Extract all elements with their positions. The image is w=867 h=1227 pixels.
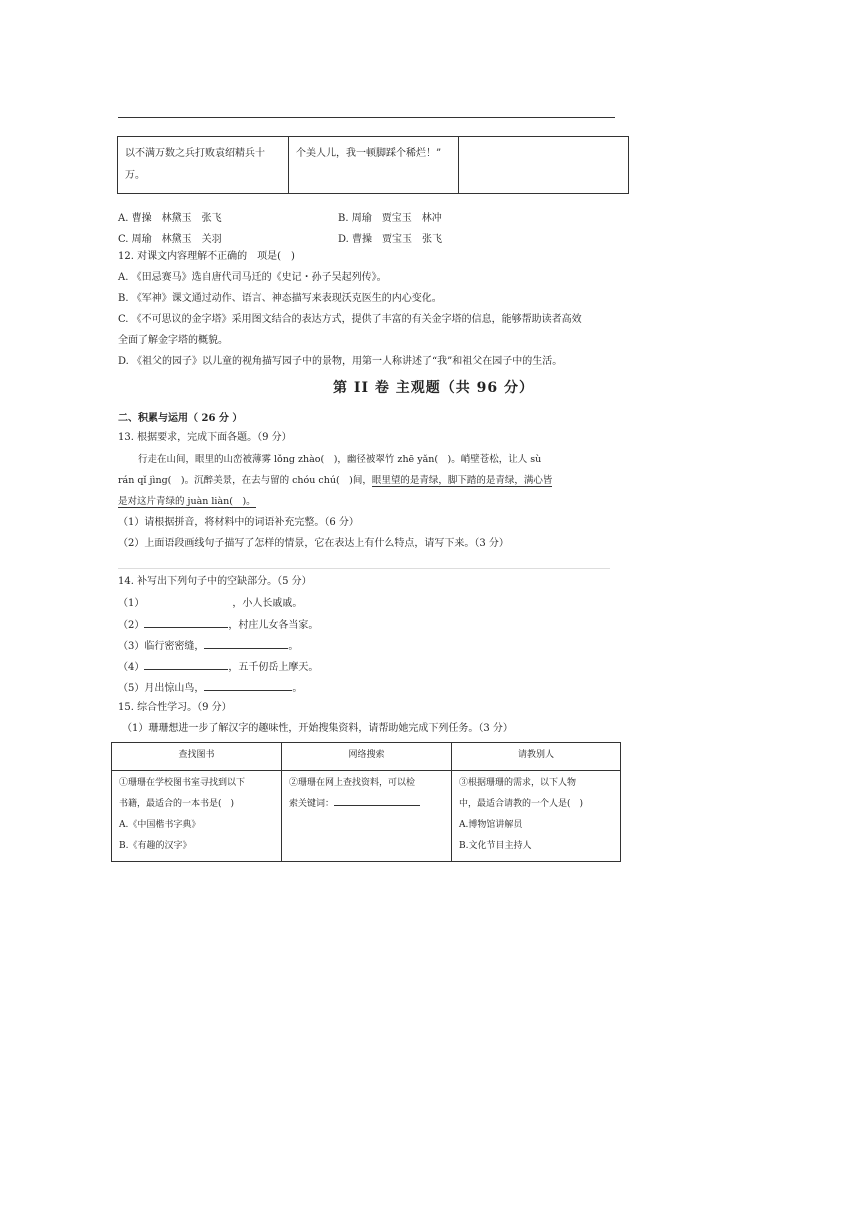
- q11-option-a: A. 曹操 林黛玉 张飞: [118, 213, 222, 224]
- cell-line: B.《有趣的汉字》: [119, 841, 192, 851]
- q15-sub1: （1）珊珊想进一步了解汉字的趣味性，开始搜集资料，请帮助她完成下列任务。（3 分）: [122, 723, 513, 734]
- table-cell-ask: [452, 771, 621, 862]
- q13-sub1: （1）请根据拼音，将材料中的词语补充完整。（6 分）: [118, 517, 359, 528]
- cell-line: 中，最适合请教的一个人是( ): [459, 799, 584, 809]
- table-cell: [459, 137, 629, 194]
- q12-option-b: B. 《军神》课文通过动作、语言、神态描写来表现沃克医生的内心变化。: [118, 293, 442, 304]
- item-text: （3）临行密密缝，: [118, 641, 205, 652]
- table-cell: 以不满万数之兵打败袁绍精兵十万。: [118, 137, 289, 194]
- underlined-sentence: 眼里望的是青绿，脚下踏的是青绿，满心皆: [371, 475, 553, 486]
- cell-line: ①珊珊在学校图书室寻找到以下: [119, 778, 246, 788]
- table-row: [118, 137, 629, 194]
- q11-option-b: B. 周瑜 贾宝玉 林冲: [338, 213, 442, 224]
- underlined-sentence-cont: 是对这片青绿的 juàn liàn( )。: [118, 496, 256, 507]
- q15-stem: 15. 综合性学习。（9 分）: [118, 702, 232, 713]
- table-cell-search: [282, 771, 452, 862]
- header-rule: [118, 117, 615, 118]
- cell-line: A.博物馆讲解员: [459, 820, 523, 830]
- q13-passage: [118, 449, 618, 512]
- item-text: ，小人长戚戚。: [232, 598, 303, 609]
- item-number: （1）: [118, 598, 145, 609]
- passage-line: [118, 470, 618, 491]
- cell-text: 索关键词：: [289, 799, 335, 809]
- q14-item-1: [118, 596, 302, 611]
- q13-sub2: （2）上面语段画线句子描写了怎样的情景，它在表达上有什么特点，请写下来。（3 分）: [118, 538, 509, 549]
- q14-item-2: [118, 617, 318, 633]
- cell-line: B.文化节目主持人: [459, 841, 532, 851]
- q13-stem: 13. 根据要求，完成下面各题。（9 分）: [118, 432, 292, 443]
- q12-option-a: A. 《田忌赛马》选自唐代司马迁的《史记・孙子吴起列传》。: [118, 272, 387, 283]
- q11-option-c: C. 周瑜 林黛玉 关羽: [118, 234, 222, 245]
- passage-line: 行走在山间，眼里的山峦被薄雾 lǒng zhào( )，幽径被翠竹 zhē yǎn( )。峭壁苍松，让人 sù: [138, 454, 542, 465]
- cell-line: ③根据珊珊的需求，以下人物: [459, 778, 577, 788]
- answer-blank: [144, 617, 228, 628]
- q12-stem: 12. 对课文内容理解不正确的 项是( ): [118, 251, 295, 262]
- answer-blank: [144, 596, 232, 606]
- q12-option-c-cont: 全面了解金字塔的概貌。: [118, 335, 228, 346]
- q14-item-4: [118, 659, 318, 675]
- answer-blank: [144, 659, 228, 670]
- characters-table: [117, 136, 629, 194]
- item-text: 。: [292, 683, 303, 694]
- divider: [118, 568, 610, 569]
- passage-text: rán qǐ jìng( )。沉醉美景，在去与留的 chóu chú( )间，: [118, 475, 372, 486]
- cell-line: ②珊珊在网上查找资料，可以检: [289, 778, 416, 788]
- q14-item-5: [118, 680, 302, 696]
- q11-option-d: D. 曹操 贾宝玉 张飞: [338, 234, 443, 245]
- q14-item-3: [118, 638, 298, 654]
- section2-title: 二、积累与运用（ 26 分 ）: [118, 413, 243, 424]
- table-header-row: [112, 743, 621, 771]
- passage-line: [118, 491, 618, 512]
- table-row: [112, 771, 621, 862]
- table-header: 请教别人: [452, 743, 621, 771]
- answer-blank: [334, 795, 420, 806]
- part2-title: 第 II 卷 主观题（共 96 分）: [333, 380, 534, 396]
- q14-stem: 14. 补写出下列句子中的空缺部分。（5 分）: [118, 576, 312, 587]
- item-text: （5）月出惊山鸟，: [118, 683, 205, 694]
- item-number: （2）: [118, 620, 145, 631]
- table-header: 查找图书: [112, 743, 282, 771]
- item-text: 。: [288, 641, 299, 652]
- answer-blank: [204, 680, 292, 691]
- cell-line: [289, 794, 444, 815]
- q12-option-c: C. 《不可思议的金字塔》采用图文结合的表达方式，提供了丰富的有关金字塔的信息，能够帮助读者高效: [118, 314, 582, 325]
- cell-line: A.《中国楷书字典》: [119, 820, 201, 830]
- table-cell: 个美人儿，我一顿脚踩个稀烂！”: [289, 137, 459, 194]
- item-text: ，村庄儿女各当家。: [228, 620, 319, 631]
- item-number: （4）: [118, 662, 145, 673]
- table-cell-books: [112, 771, 282, 862]
- item-text: ，五千仞岳上摩天。: [228, 662, 319, 673]
- table-header: 网络搜索: [282, 743, 452, 771]
- task-table: [111, 742, 621, 862]
- q12-option-d: D. 《祖父的园子》以儿童的视角描写园子中的景物，用第一人称讲述了“我”和祖父在园子中的生活。: [118, 356, 563, 367]
- cell-line: 书籍，最适合的一本书是( ): [119, 799, 235, 809]
- answer-blank: [204, 638, 288, 649]
